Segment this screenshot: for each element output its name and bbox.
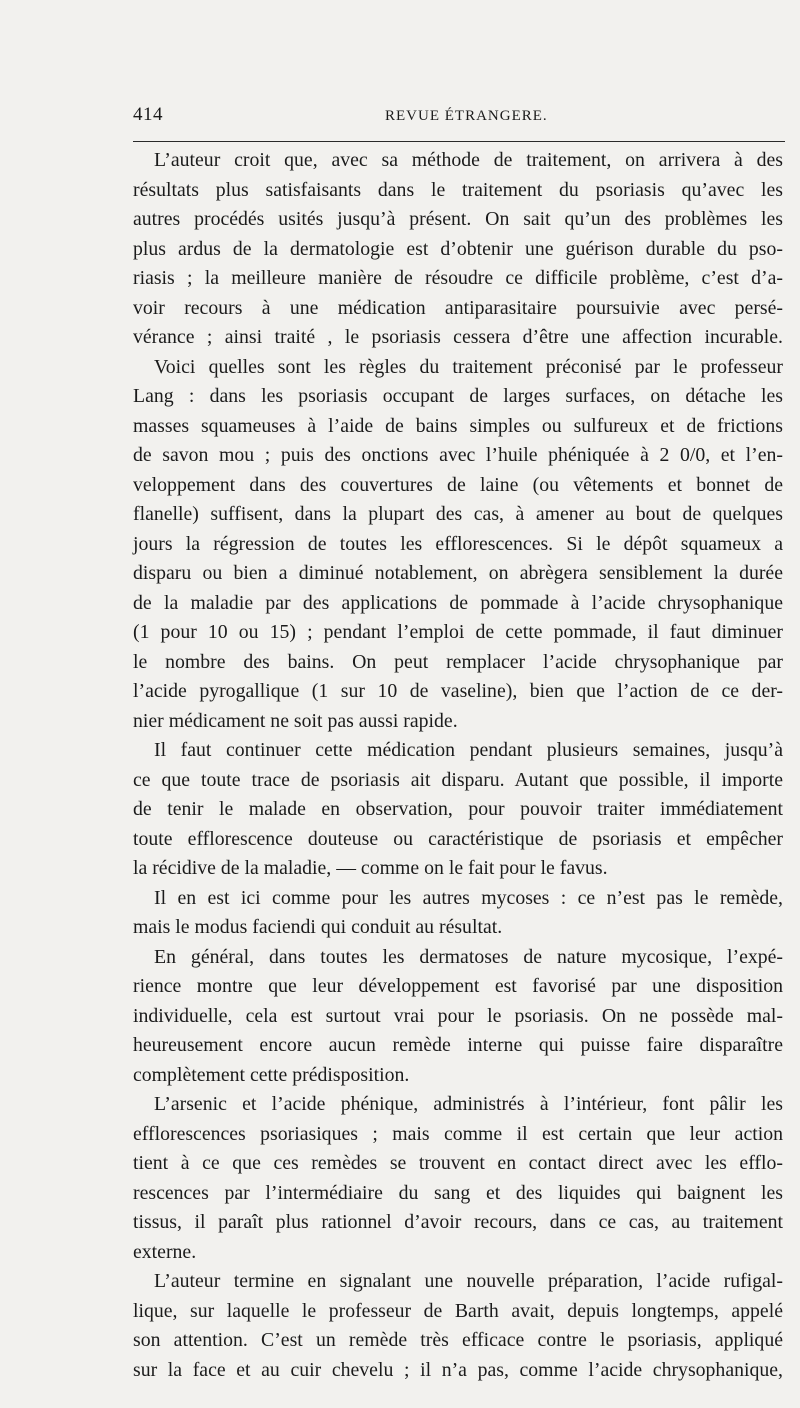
text-line: rescences par l’intermédiaire du sang et des liquides qui baignent les	[133, 1181, 783, 1204]
text-line: toute efflorescence douteuse ou caractéristique de psoriasis et empêcher	[133, 827, 783, 850]
text-line: rience montre que leur développement est favorisé par une disposition	[133, 975, 783, 997]
text-line: masses squameuses à l’aide de bains simples ou sulfureux et de frictions	[133, 414, 783, 437]
text-line: le nombre des bains. On peut remplacer l’acide chrysophanique par	[133, 650, 783, 673]
text-line: Il en est ici comme pour les autres mycoses : ce n’est pas le remède,	[154, 886, 783, 909]
text-line: vérance ; ainsi traité , le psoriasis cessera d’être une affection incurable.	[133, 326, 783, 348]
text-line: lique, sur laquelle le professeur de Barth avait, depuis longtemps, appelé	[133, 1299, 783, 1322]
text-line: plus ardus de la dermatologie est d’obtenir une guérison durable du pso-	[133, 237, 783, 260]
text-line: résultats plus satisfaisants dans le traitement du psoriasis qu’avec les	[133, 178, 783, 201]
text-line: efflorescences psoriasiques ; mais comme il est certain que leur action	[133, 1122, 783, 1145]
text-line: ce que toute trace de psoriasis ait disparu. Autant que possible, il importe	[133, 768, 783, 791]
text-line: externe.	[133, 1240, 197, 1263]
text-line: disparu ou bien a diminué notablement, on abrègera sensiblement la durée	[133, 562, 783, 584]
text-line: L’arsenic et l’acide phénique, administrés à l’intérieur, font pâlir les	[154, 1093, 783, 1115]
text-line: son attention. C’est un remède très efficace contre le psoriasis, appliqué	[133, 1329, 783, 1351]
text-line: tient à ce que ces remèdes se trouvent en contact direct avec les efflo-	[133, 1152, 783, 1174]
text-line: complètement cette prédisposition.	[133, 1063, 410, 1086]
text-line: Il faut continuer cette médication pendant plusieurs semaines, jusqu’à	[154, 739, 783, 761]
text-line: autres procédés usités jusqu’à présent. On sait qu’un des problèmes les	[133, 208, 783, 230]
text-line: jours la régression de toutes les efflorescences. Si le dépôt squameux a	[133, 532, 783, 555]
text-line: l’acide pyrogallique (1 sur 10 de vaseline), bien que l’action de ce der-	[133, 680, 783, 702]
page-number: 414	[133, 104, 163, 125]
text-line: individuelle, cela est surtout vrai pour le psoriasis. On ne possède mal-	[133, 1004, 783, 1027]
text-line: la récidive de la maladie, — comme on le fait pour le favus.	[133, 857, 608, 879]
text-line: L’auteur termine en signalant une nouvelle préparation, l’acide rufigal-	[154, 1270, 783, 1292]
text-line: Voici quelles sont les règles du traitement préconisé par le professeur	[154, 355, 783, 378]
text-line: de la maladie par des applications de pommade à l’acide chrysophanique	[133, 591, 783, 614]
text-line: veloppement dans des couvertures de laine (ou vêtements et bonnet de	[133, 473, 783, 496]
text-line: mais le modus faciendi qui conduit au résultat.	[133, 916, 503, 938]
text-line: flanelle) suffisent, dans la plupart des cas, à amener au bout de quelques	[133, 503, 783, 525]
text-line: En général, dans toutes les dermatoses de nature mycosique, l’expé-	[154, 945, 783, 968]
text-line: L’auteur croit que, avec sa méthode de traitement, on arrivera à des	[154, 149, 783, 171]
text-line: tissus, il paraît plus rationnel d’avoir recours, dans ce cas, au traitement	[133, 1211, 783, 1233]
header-rule	[133, 141, 785, 142]
text-line: sur la face et au cuir chevelu ; il n’a pas, comme l’acide chrysophanique,	[133, 1358, 783, 1381]
text-line: (1 pour 10 ou 15) ; pendant l’emploi de cette pommade, il faut diminuer	[133, 621, 783, 643]
text-line: de tenir le malade en observation, pour pouvoir traiter immédiatement	[133, 798, 783, 820]
running-head: REVUE ÉTRANGERE.	[385, 108, 548, 124]
body-text	[133, 146, 783, 1385]
text-line: nier médicament ne soit pas aussi rapide.	[133, 709, 458, 732]
text-line: de savon mou ; puis des onctions avec l’huile phéniquée à 2 0/0, et l’en-	[133, 444, 783, 466]
text-line: riasis ; la meilleure manière de résoudre ce difficile problème, c’est d’a-	[133, 267, 783, 289]
page-header	[133, 104, 788, 134]
text-line: voir recours à une médication antiparasitaire poursuivie avec persé-	[133, 296, 783, 319]
text-line: heureusement encore aucun remède interne qui puisse faire disparaître	[133, 1034, 783, 1056]
text-line: Lang : dans les psoriasis occupant de larges surfaces, on détache les	[133, 385, 783, 407]
